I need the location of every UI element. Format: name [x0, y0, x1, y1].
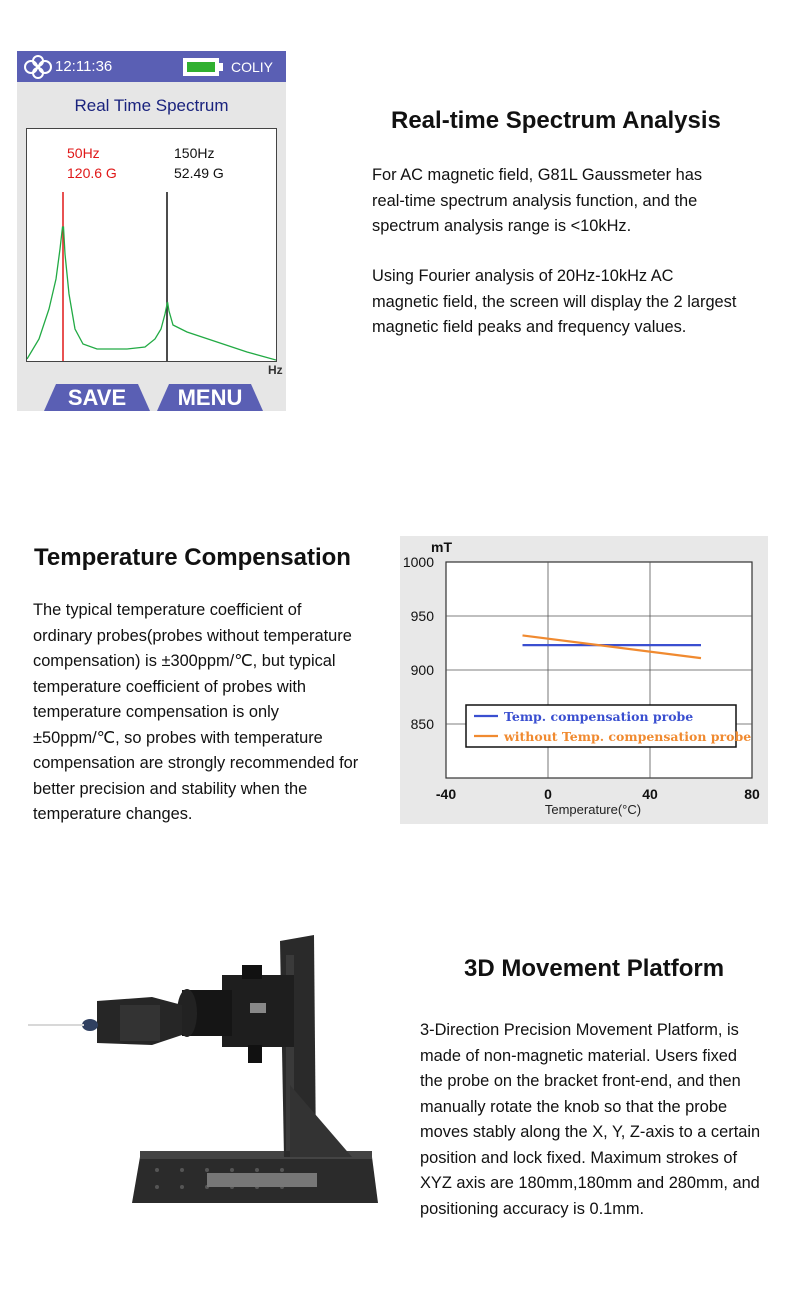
text-line: magnetic field, the screen will display the 2 largest	[372, 292, 737, 311]
y-tick-label: 1000	[402, 554, 434, 570]
text-line: XYZ axis are 180mm,180mm and 280mm, and	[420, 1174, 760, 1192]
text-line: temperature coefficient of probes with	[33, 677, 307, 696]
text-line: compensation are strongly recommended for	[33, 754, 359, 772]
menu-button-label: MENU	[177, 384, 243, 410]
spectrum-description-2	[372, 264, 782, 341]
text-line: position and lock fixed. Maximum strokes of	[420, 1148, 738, 1167]
device-screen-title: Real Time Spectrum	[74, 96, 229, 115]
x-tick-label: 40	[642, 786, 658, 802]
y-tick-label: 950	[410, 608, 434, 624]
battery-tip	[219, 63, 223, 71]
y-tick-label: 900	[410, 662, 434, 678]
text-line: ±50ppm/℃, so probes with temperature	[33, 728, 323, 747]
save-button-label: SAVE	[67, 384, 127, 410]
platform-description	[420, 1018, 792, 1222]
movement-platform-photo	[22, 935, 382, 1207]
y-axis-label: mT	[431, 539, 452, 555]
peak1-value: 120.6 G	[67, 165, 117, 181]
text-line: manually rotate the knob so that the probe	[420, 1097, 728, 1116]
brand-logo-icon	[23, 55, 53, 79]
device-status-bar	[17, 51, 286, 82]
x-axis-unit: Hz	[268, 363, 283, 377]
text-line: positioning accuracy is 0.1mm.	[420, 1199, 645, 1218]
text-line: temperature compensation is only	[33, 703, 279, 721]
menu-button[interactable]	[157, 384, 263, 411]
x-tick-label: 0	[544, 786, 552, 802]
temperature-chart	[400, 536, 768, 824]
text-line: the probe on the bracket front-end, and then	[420, 1072, 741, 1090]
spectrum-line	[27, 227, 276, 360]
text-line: better precision and stability when the	[33, 779, 308, 798]
text-line: compensation) is ±300ppm/℃, but typical	[33, 652, 336, 670]
peak1-frequency: 50Hz	[67, 145, 100, 161]
spectrum-plot	[26, 128, 277, 362]
text-line: moves stably along the X, Y, Z-axis to a certain	[420, 1123, 761, 1141]
spectrum-heading: Real-time Spectrum Analysis	[391, 107, 721, 134]
battery-icon	[183, 58, 219, 76]
text-line: real-time spectrum analysis function, and the	[372, 191, 698, 210]
legend-entry-2: without Temp. compensation probe	[504, 729, 752, 744]
gaussmeter-screen	[17, 51, 286, 411]
device-clock: 12:11:36	[55, 58, 113, 75]
temperature-heading: Temperature Compensation	[34, 544, 351, 571]
battery-level-fill	[187, 62, 215, 72]
legend-entry-1: Temp. compensation probe	[504, 709, 694, 724]
temperature-description	[33, 598, 388, 828]
text-line: made of non-magnetic material. Users fixed	[420, 1046, 738, 1065]
y-tick-label: 850	[410, 716, 434, 732]
spectrum-description-1	[372, 163, 772, 240]
spectrum-trace	[27, 129, 276, 361]
text-line: ordinary probes(probes without temperature	[33, 626, 352, 645]
text-line: Using Fourier analysis of 20Hz-10kHz AC	[372, 267, 674, 285]
text-line: magnetic field peaks and frequency values.	[372, 318, 687, 336]
platform-heading: 3D Movement Platform	[464, 955, 725, 982]
text-line: 3-Direction Precision Movement Platform, is	[420, 1021, 739, 1039]
peak2-frequency: 150Hz	[174, 145, 215, 161]
save-button[interactable]	[44, 384, 150, 411]
chart-canvas	[400, 536, 768, 824]
x-axis-label: Temperature(°C)	[544, 802, 642, 817]
x-tick-label: -40	[435, 786, 457, 802]
text-line: spectrum analysis range is <10kHz.	[372, 217, 632, 235]
peak2-value: 52.49 G	[174, 165, 224, 181]
device-brand: COLIY	[231, 59, 274, 75]
text-line: For AC magnetic field, G81L Gaussmeter has	[372, 166, 703, 184]
x-tick-label: 80	[744, 786, 760, 802]
text-line: temperature changes.	[33, 805, 193, 823]
text-line: The typical temperature coefficient of	[33, 601, 302, 619]
